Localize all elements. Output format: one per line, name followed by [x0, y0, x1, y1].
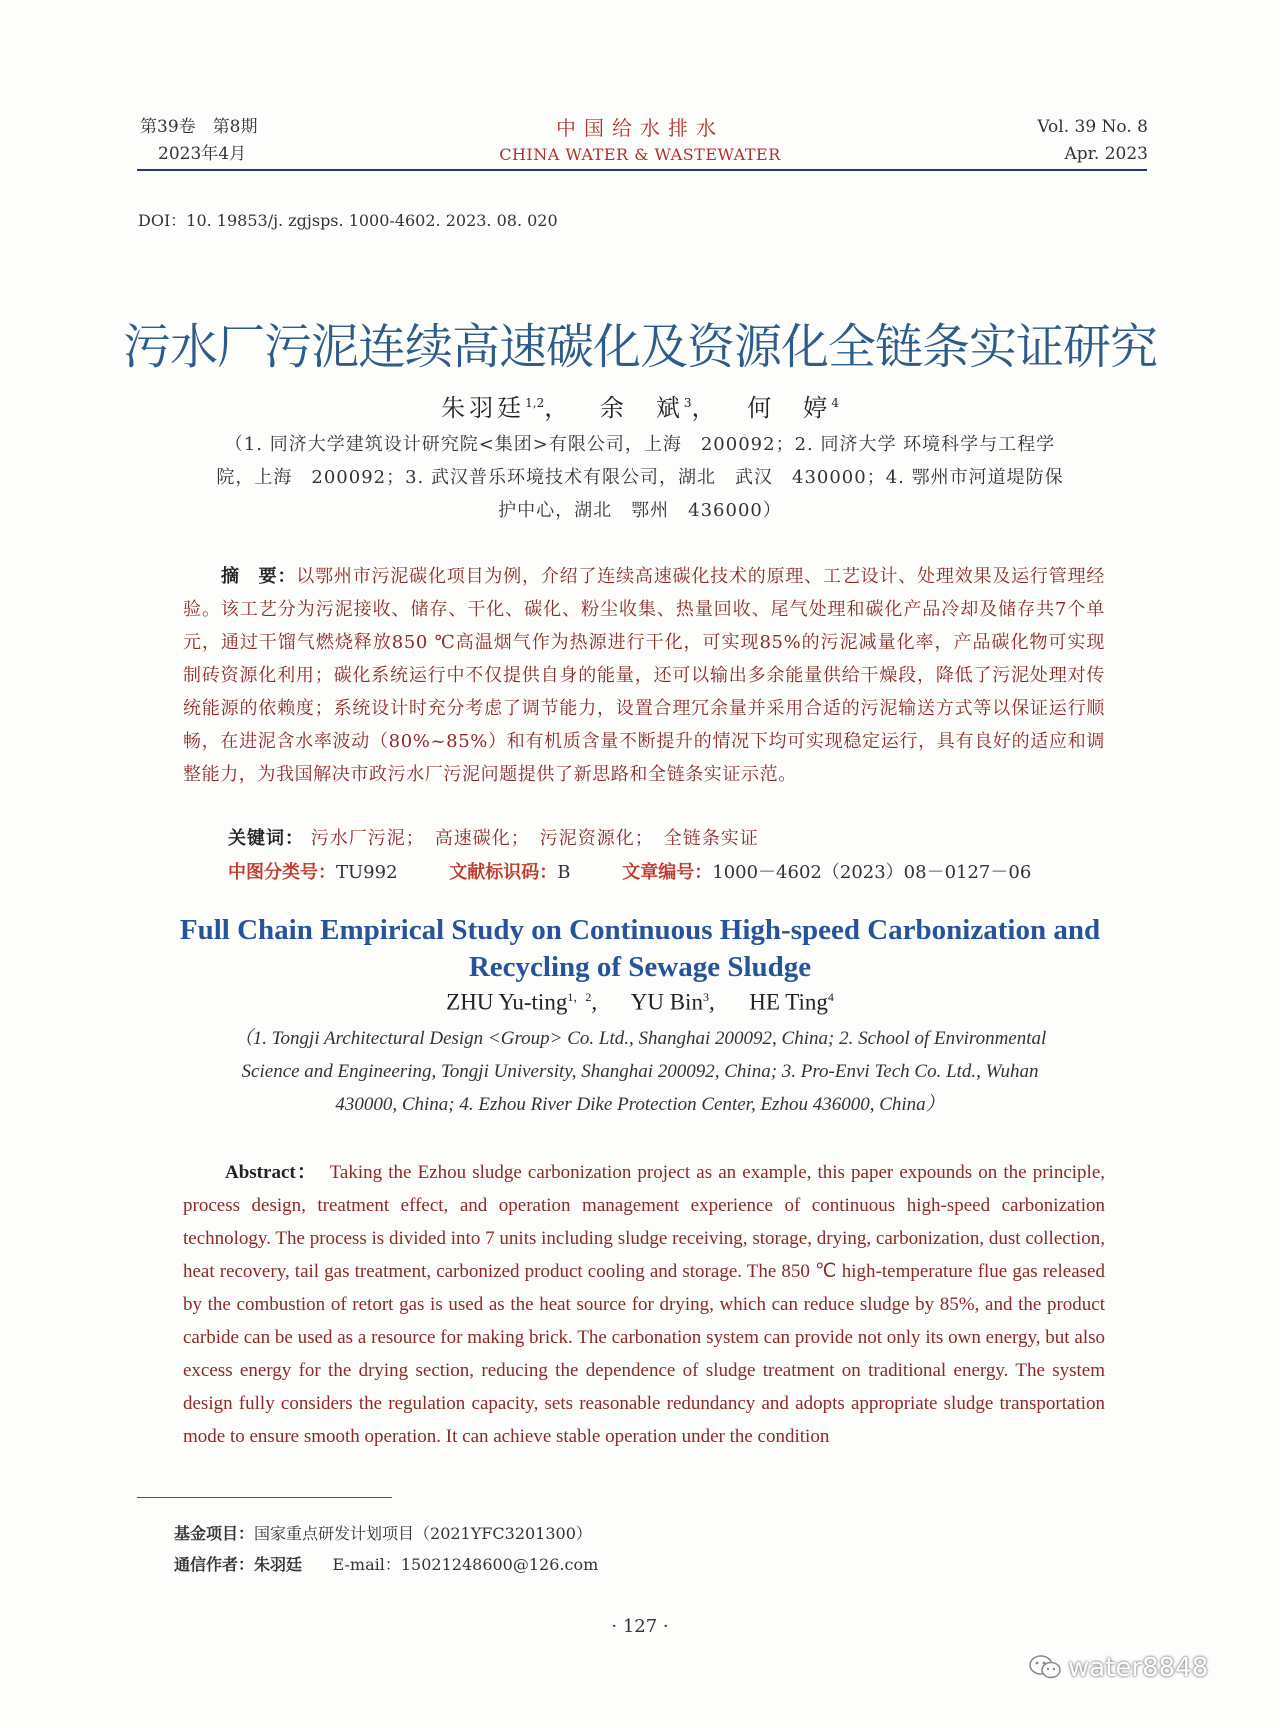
author-affil-sup: 3 — [683, 396, 692, 410]
keywords-text: 污水厂污泥； 高速碳化； 污泥资源化； 全链条实证 — [310, 828, 759, 849]
email: E-mail：15021248600@126.com — [332, 1555, 599, 1574]
date-en: Apr. 2023 — [1064, 144, 1148, 164]
fund-line — [174, 1518, 598, 1549]
article-no-label: 文章编号： — [622, 862, 713, 883]
keywords-label: 关键词： — [228, 828, 304, 849]
journal-name-en: CHINA WATER & WASTEWATER — [499, 145, 781, 164]
author-affil-sup: 1,2 — [525, 396, 545, 410]
corresponding-line — [174, 1549, 598, 1580]
keywords-cn — [228, 824, 759, 850]
author-name: 朱羽廷 — [441, 394, 526, 422]
wechat-icon — [1028, 1654, 1062, 1680]
paper-title-cn: 污水厂污泥连续高速碳化及资源化全链条实证研究 — [122, 319, 1157, 375]
page-number: · 127 · — [611, 1616, 669, 1637]
abstract-en — [183, 1156, 1105, 1453]
article-no-value: 1000－4602（2023）08－0127－06 — [712, 862, 1032, 883]
authors-en: ZHU Yu-ting$^{1,2}$, YU Bin$^3$, HE Ting$^4$ — [446, 989, 834, 1015]
affiliation-en: （1. Tongji Architectural Design <Group> Co. Ltd., Shanghai 200092, China; 2. School of Environmental Science and Engineering, Tongji University, Shanghai 200092, China; 3. Pro-Envi Tech Co. Ltd., Wuhan 430000, China; 4. Ezhou River Dike Protection Center, Ezhou 436000, China） — [233, 1028, 1047, 1115]
header-volume-en — [1037, 114, 1148, 168]
date-cn: 2023年4月 — [158, 144, 247, 164]
author-affil-sup: 4 — [831, 396, 839, 410]
authors-cn: 朱羽廷$^{1,2}$， 余 斌$^3$， 何 婷$^4$ — [441, 394, 839, 422]
abstract-label-cn: 摘 要： — [221, 566, 297, 587]
footnote-divider — [137, 1497, 392, 1498]
doc-code-value: B — [557, 862, 571, 883]
clc-label: 中图分类号： — [228, 862, 336, 883]
footnote — [174, 1518, 598, 1580]
author-name: 何 婷 — [747, 394, 832, 422]
affiliation-cn: （1. 同济大学建筑设计研究院<集团>有限公司，上海 200092；2. 同济大学 环境科学与工程学院，上海 200092；3. 武汉普乐环境技术有限公司，湖北 武汉 430000；4. 鄂州市河道堤防保护中心，湖北 鄂州 436000） — [216, 434, 1064, 521]
clc-value: TU992 — [336, 862, 398, 883]
watermark-text: water8848 — [1068, 1653, 1209, 1683]
title-en-line1: Full Chain Empirical Study on Continuous High-speed Carbonization and — [179, 914, 1101, 946]
volume-issue-en: Vol. 39 No. 8 — [1037, 117, 1148, 137]
author-name: 余 斌 — [599, 394, 684, 422]
volume-issue-cn: 第39卷 第8期 — [140, 117, 258, 137]
author-name-en: HE Ting — [749, 989, 828, 1015]
fund-text: 国家重点研发计划项目（2021YFC3201300） — [254, 1524, 592, 1543]
abstract-text-en: Taking the Ezhou sludge carbonization project as an example, this paper expounds on the principle, process design, treatment effect, and operation management experience of continuous high-speed carbonization technology. The process is divided into 7 units including sludge receiving, storage, drying, carbonization, dust collection, heat recovery, tail gas treatment, carbonized product cooling and storage. The 850 ℃ high-temperature flue gas released by the combustion of retort gas is used as the heat source for drying, which can reduce sludge by 85%, and the product carbide can be used as a resource for making brick. The carbonation system can provide not only its own energy, but also excess energy for the drying section, reducing the dependence of sludge treatment on traditional energy. The system design fully considers the regulation capacity, sets reasonable redundancy and adopts appropriate sludge transportation mode to ensure smooth operation. It can achieve stable operation under the condition — [183, 1162, 1105, 1447]
author-affil-sup: 4 — [827, 990, 834, 1004]
paper-title-en — [0, 912, 1280, 986]
abstract-cn — [183, 560, 1105, 791]
corr-name: 朱羽廷 — [254, 1555, 303, 1574]
corr-label: 通信作者： — [174, 1555, 255, 1574]
abstract-text-cn: 以鄂州市污泥碳化项目为例，介绍了连续高速碳化技术的原理、工艺设计、处理效果及运行管理经验。该工艺分为污泥接收、储存、干化、碳化、粉尘收集、热量回收、尾气处理和碳化产品冷却及储存共7个单元，通过干馏气燃烧释放850 ℃高温烟气作为热源进行干化，可实现85%的污泥减量化率，产品碳化物可实现制砖资源化利用；碳化系统运行中不仅提供自身的能量，还可以输出多余能量供给干燥段，降低了污泥处理对传统能源的依赖度；系统设计时充分考虑了调节能力，设置合理冗余量并采用合适的污泥输送方式等以保证运行顺畅，在进泥含水率波动（80%~85%）和有机质含量不断提升的情况下均可实现稳定运行，具有良好的适应和调整能力，为我国解决市政污水厂污泥问题提供了新思路和全链条实证示范。 — [183, 566, 1106, 785]
author-name-en: ZHU Yu-ting — [446, 989, 568, 1015]
author-affil-sup: 1，2 — [567, 990, 592, 1004]
abstract-label-en: Abstract： — [225, 1162, 318, 1183]
doc-code-label: 文献标识码： — [449, 862, 558, 883]
doi: DOI：10. 19853/j. zgjsps. 1000-4602. 2023. 08. 020 — [138, 211, 558, 230]
title-en-line2: Recycling of Sewage Sludge — [468, 951, 812, 983]
classification-line — [228, 858, 1031, 884]
journal-name-cn: 中国给水排水 — [556, 116, 724, 140]
author-name-en: YU Bin — [630, 989, 703, 1015]
author-affil-sup: 3 — [702, 990, 709, 1004]
watermark — [1028, 1653, 1208, 1683]
fund-label: 基金项目： — [174, 1524, 255, 1543]
header-divider — [137, 169, 1147, 171]
